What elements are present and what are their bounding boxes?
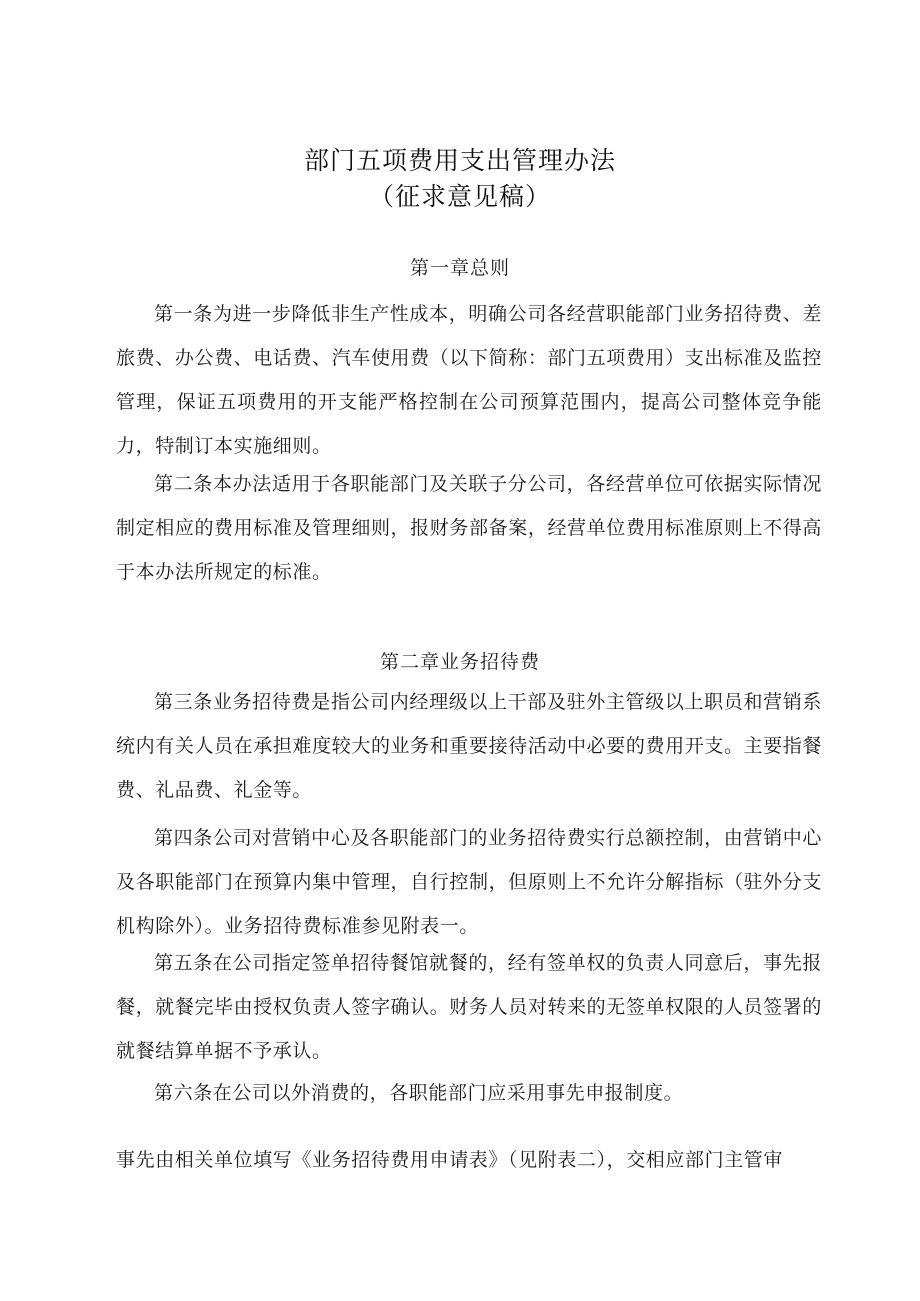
paragraph: 第二条本办法适用于各职能部门及关联子分公司，各经营单位可依据实际情况制定相应的费用标准及管理细则，报财务部备案，经营单位费用标准原则上不得高于本办法所规定的标准。: [116, 473, 822, 583]
chapter-heading: 第一章总则: [409, 257, 510, 279]
chapter-heading: 第二章业务招待费: [379, 651, 540, 673]
paragraph: 第一条为进一步降低非生产性成本，明确公司各经营职能部门业务招待费、差旅费、办公费、电话费、汽车使用费（以下简称：部门五项费用）支出标准及监控管理，保证五项费用的开支能严格控制在公司预算范围内，提高公司整体竞争能力，特制订本实施细则。: [116, 303, 822, 457]
paragraph: 第四条公司对营销中心及各职能部门的业务招待费实行总额控制，由营销中心及各职能部门在预算内集中管理，自行控制，但原则上不允许分解指标（驻外分支机构除外）。业务招待费标准参见附表一。: [116, 827, 822, 937]
document-subtitle: （征求意见稿）: [368, 182, 551, 211]
paragraph: 第六条在公司以外消费的，各职能部门应采用事先申报制度。: [154, 1082, 684, 1104]
paragraph: 第五条在公司指定签单招待餐馆就餐的，经有签单权的负责人同意后，事先报餐，就餐完毕由授权负责人签字确认。财务人员对转来的无签单权限的人员签署的就餐结算单据不予承认。: [116, 952, 822, 1062]
paragraph: 第三条业务招待费是指公司内经理级以上干部及驻外主管级以上职员和营销系统内有关人员在承担难度较大的业务和重要接待活动中必要的费用开支。主要指餐费、礼品费、礼金等。: [116, 691, 822, 801]
paragraph: 事先由相关单位填写《业务招待费用申请表》（见附表二），交相应部门主管审: [116, 1149, 784, 1171]
document-title: 部门五项费用支出管理办法: [303, 146, 616, 175]
